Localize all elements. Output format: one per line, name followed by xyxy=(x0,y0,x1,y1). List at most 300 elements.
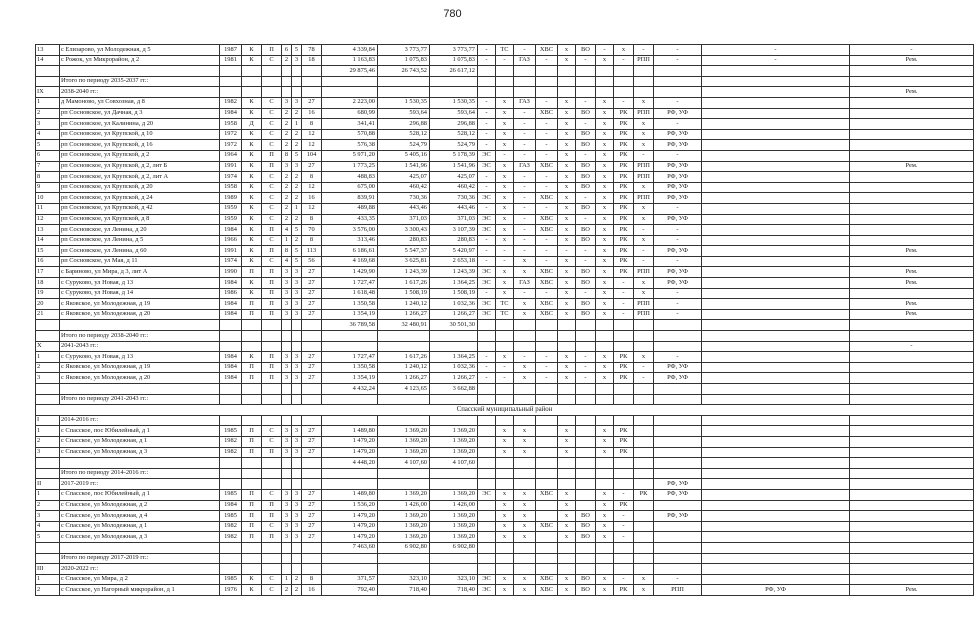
table-cell xyxy=(220,542,242,553)
table-cell xyxy=(654,500,702,511)
table-cell: П xyxy=(262,225,282,236)
table-cell xyxy=(496,384,514,395)
table-cell: С xyxy=(262,489,282,500)
table-cell xyxy=(850,76,974,87)
table-cell: 443,46 xyxy=(378,203,430,214)
table-cell: х xyxy=(596,532,614,543)
table-cell: х xyxy=(634,585,654,596)
table-cell: 2 xyxy=(282,119,292,130)
table-row xyxy=(36,341,974,352)
table-cell: 3 xyxy=(36,447,60,458)
table-cell: 1982 xyxy=(220,97,242,108)
table-cell xyxy=(478,479,496,490)
table-cell xyxy=(596,468,614,479)
table-cell: 528,12 xyxy=(430,129,478,140)
table-cell xyxy=(702,309,850,320)
table-cell: РПП xyxy=(634,267,654,278)
table-row xyxy=(36,352,974,363)
table-cell: - xyxy=(514,225,536,236)
table-cell: 675,00 xyxy=(322,182,378,193)
table-cell xyxy=(378,331,430,342)
table-cell: К xyxy=(242,214,262,225)
table-cell: с Спасское, ул Молодежная, д 3 xyxy=(60,447,220,458)
table-cell: - xyxy=(536,129,558,140)
table-cell: П xyxy=(262,45,282,56)
table-cell xyxy=(596,394,614,405)
table-cell: 4 xyxy=(282,225,292,236)
table-cell xyxy=(654,542,702,553)
table-cell xyxy=(378,553,430,564)
table-cell: 2 xyxy=(282,108,292,119)
table-cell: 528,12 xyxy=(378,129,430,140)
table-cell: К xyxy=(242,256,262,267)
table-cell: х xyxy=(514,532,536,543)
table-cell: х xyxy=(514,500,536,511)
table-cell: х xyxy=(496,140,514,151)
table-cell: ВО xyxy=(576,108,596,119)
table-cell xyxy=(242,87,262,98)
table-cell: ВО xyxy=(576,129,596,140)
table-cell: 433,35 xyxy=(322,214,378,225)
table-cell xyxy=(576,66,596,77)
table-cell: 1 369,20 xyxy=(430,447,478,458)
table-cell xyxy=(702,256,850,267)
table-cell xyxy=(36,553,60,564)
table-cell xyxy=(282,320,292,331)
table-cell xyxy=(634,564,654,575)
table-cell xyxy=(302,553,322,564)
table-cell: 3 xyxy=(282,500,292,511)
table-cell: С xyxy=(262,574,282,585)
table-cell: - xyxy=(614,288,634,299)
table-cell xyxy=(302,384,322,395)
table-cell: 425,07 xyxy=(430,172,478,183)
table-cell xyxy=(302,394,322,405)
table-cell xyxy=(292,394,302,405)
table-cell: 56 xyxy=(302,256,322,267)
table-cell xyxy=(850,426,974,437)
table-cell xyxy=(430,331,478,342)
table-cell xyxy=(702,500,850,511)
table-cell: 18 xyxy=(302,55,322,66)
table-cell: рп Сосновское, ул Крупской, д 42 xyxy=(60,203,220,214)
table-cell: - xyxy=(576,97,596,108)
table-cell xyxy=(576,415,596,426)
table-cell: 1 369,20 xyxy=(378,436,430,447)
table-cell: 78 xyxy=(302,45,322,56)
table-row xyxy=(36,511,974,522)
table-cell xyxy=(850,373,974,384)
table-cell: - xyxy=(514,193,536,204)
table-cell: х xyxy=(558,489,576,500)
table-cell: ВО xyxy=(576,267,596,278)
table-cell: - xyxy=(614,97,634,108)
table-cell xyxy=(634,542,654,553)
table-cell xyxy=(596,87,614,98)
table-cell: П xyxy=(262,362,282,373)
table-row xyxy=(36,447,974,458)
table-cell: 12 xyxy=(36,214,60,225)
table-cell: 1989 xyxy=(220,193,242,204)
table-row xyxy=(36,288,974,299)
table-cell: х xyxy=(496,278,514,289)
table-cell: рп Сосновское, ул Ленина, д 5 xyxy=(60,235,220,246)
table-cell: РФ, УФ xyxy=(654,489,702,500)
table-cell: 3 662,88 xyxy=(430,384,478,395)
table-cell xyxy=(634,458,654,469)
table-cell: 1 617,26 xyxy=(378,352,430,363)
table-cell: 1 075,83 xyxy=(378,55,430,66)
table-cell: 2 xyxy=(292,182,302,193)
table-cell xyxy=(36,468,60,479)
table-cell xyxy=(378,564,430,575)
table-cell xyxy=(220,341,242,352)
table-cell: РК xyxy=(614,362,634,373)
table-cell: 524,79 xyxy=(378,140,430,151)
table-cell: рп Сосновское, ул Крупской, д 2 xyxy=(60,150,220,161)
table-cell: 1 773,25 xyxy=(322,161,378,172)
table-cell: - xyxy=(634,45,654,56)
table-cell xyxy=(702,331,850,342)
table-cell: 27 xyxy=(302,489,322,500)
table-cell xyxy=(430,87,478,98)
table-cell: х xyxy=(634,278,654,289)
table-cell: 1 508,19 xyxy=(378,288,430,299)
table-cell: 1 369,20 xyxy=(378,447,430,458)
table-cell: П xyxy=(242,309,262,320)
table-cell: 3 xyxy=(292,532,302,543)
table-row xyxy=(36,468,974,479)
table-cell: - xyxy=(654,256,702,267)
table-cell xyxy=(282,394,292,405)
table-cell: 1982 xyxy=(220,436,242,447)
table-cell: 27 xyxy=(302,436,322,447)
table-cell: 2017-2019 гг.: xyxy=(60,479,220,490)
table-cell: 2014-2016 гг.: xyxy=(60,415,220,426)
table-cell xyxy=(596,320,614,331)
table-cell: х xyxy=(558,225,576,236)
table-cell: 27 xyxy=(302,447,322,458)
table-cell: - xyxy=(478,55,496,66)
table-cell xyxy=(378,341,430,352)
table-cell xyxy=(430,341,478,352)
table-cell: - xyxy=(478,119,496,130)
table-cell: - xyxy=(478,108,496,119)
table-cell: К xyxy=(242,246,262,257)
table-cell xyxy=(60,458,220,469)
table-cell: х xyxy=(558,511,576,522)
table-cell: Рем. xyxy=(850,299,974,310)
table-cell: х xyxy=(558,288,576,299)
table-cell xyxy=(702,564,850,575)
table-cell: х xyxy=(634,214,654,225)
table-cell: 2 xyxy=(36,108,60,119)
table-cell xyxy=(850,384,974,395)
table-cell: - xyxy=(478,97,496,108)
table-cell xyxy=(514,341,536,352)
table-cell xyxy=(536,394,558,405)
table-cell: - xyxy=(536,172,558,183)
table-cell: х xyxy=(558,500,576,511)
table-cell xyxy=(702,447,850,458)
table-cell: 1985 xyxy=(220,489,242,500)
table-cell xyxy=(60,542,220,553)
table-cell: 3 xyxy=(292,426,302,437)
table-cell xyxy=(282,564,292,575)
table-cell xyxy=(576,500,596,511)
table-cell: 296,88 xyxy=(430,119,478,130)
table-cell: 27 xyxy=(302,521,322,532)
table-cell xyxy=(654,384,702,395)
table-cell xyxy=(576,320,596,331)
table-cell xyxy=(596,331,614,342)
table-cell: х xyxy=(558,436,576,447)
table-cell: 1 479,20 xyxy=(322,521,378,532)
table-row xyxy=(36,55,974,66)
table-cell: х xyxy=(596,119,614,130)
table-cell: - xyxy=(576,55,596,66)
table-cell: 1 xyxy=(36,426,60,437)
table-cell: РФ, УФ xyxy=(654,214,702,225)
table-cell xyxy=(262,553,282,564)
table-cell xyxy=(242,415,262,426)
table-cell: 17 xyxy=(36,267,60,278)
table-cell: х xyxy=(558,574,576,585)
table-cell xyxy=(850,320,974,331)
table-cell: ВО xyxy=(576,203,596,214)
table-cell: рп Сосновское, ул Крупской, д 20 xyxy=(60,182,220,193)
table-cell: 2038-2040 гг.: xyxy=(60,87,220,98)
table-cell: х xyxy=(596,278,614,289)
table-cell: ВО xyxy=(576,278,596,289)
table-cell xyxy=(576,447,596,458)
table-cell: рп Сосновское, ул Крупской, д 10 xyxy=(60,129,220,140)
table-cell: х xyxy=(596,426,614,437)
table-cell: 2 xyxy=(36,585,60,596)
table-cell: рп Сосновское, ул Мая, д 11 xyxy=(60,256,220,267)
table-cell xyxy=(558,384,576,395)
table-cell: 2 xyxy=(282,182,292,193)
table-cell: рп Сосновское, ул Крупской, д 16 xyxy=(60,140,220,151)
table-cell xyxy=(576,542,596,553)
table-cell xyxy=(850,225,974,236)
district-name: Спасский муниципальный район xyxy=(36,405,974,416)
table-cell: 2 xyxy=(282,140,292,151)
table-cell: 1966 xyxy=(220,235,242,246)
table-cell: 1 240,12 xyxy=(378,362,430,373)
table-cell xyxy=(282,384,292,395)
table-cell: С xyxy=(262,235,282,246)
table-cell xyxy=(220,394,242,405)
table-cell xyxy=(242,66,262,77)
table-row xyxy=(36,119,974,130)
table-cell: рп Сосновское, ул Дачная, д 3 xyxy=(60,108,220,119)
table-cell: д Мамоново, ул Совхозная, д 8 xyxy=(60,97,220,108)
table-row xyxy=(36,564,974,575)
table-cell xyxy=(576,479,596,490)
table-row xyxy=(36,574,974,585)
table-cell: - xyxy=(634,373,654,384)
table-cell: - xyxy=(478,288,496,299)
table-cell: - xyxy=(634,246,654,257)
table-cell xyxy=(496,415,514,426)
table-cell: 1 618,48 xyxy=(322,288,378,299)
table-cell: ХВС xyxy=(536,108,558,119)
table-cell: х xyxy=(558,119,576,130)
table-cell: 313,46 xyxy=(322,235,378,246)
table-cell: 3 xyxy=(282,436,292,447)
table-cell: 8 xyxy=(302,172,322,183)
table-row xyxy=(36,150,974,161)
table-cell: С xyxy=(262,521,282,532)
table-cell: 1 369,20 xyxy=(430,521,478,532)
table-cell: - xyxy=(850,45,974,56)
housing-repair-table xyxy=(35,44,974,596)
table-cell: - xyxy=(614,574,634,585)
table-cell xyxy=(702,87,850,98)
table-cell: РФ, УФ xyxy=(654,278,702,289)
table-cell: - xyxy=(654,97,702,108)
table-cell: РК xyxy=(614,256,634,267)
table-cell: х xyxy=(596,373,614,384)
table-cell: х xyxy=(596,299,614,310)
table-cell: ТС xyxy=(496,45,514,56)
table-cell: - xyxy=(614,278,634,289)
table-cell: х xyxy=(496,521,514,532)
table-cell: 3 xyxy=(292,500,302,511)
table-cell: 5 xyxy=(292,256,302,267)
table-cell: 1990 xyxy=(220,267,242,278)
table-cell: П xyxy=(262,288,282,299)
table-cell xyxy=(558,341,576,352)
table-cell xyxy=(850,511,974,522)
table-cell xyxy=(478,542,496,553)
table-cell: РК xyxy=(614,119,634,130)
table-cell: С xyxy=(262,203,282,214)
table-cell: 680,99 xyxy=(322,108,378,119)
table-cell: 3 xyxy=(282,161,292,172)
table-cell: 280,83 xyxy=(430,235,478,246)
table-cell: - xyxy=(654,55,702,66)
table-cell: х xyxy=(558,373,576,384)
table-cell: - xyxy=(576,256,596,267)
table-cell xyxy=(558,468,576,479)
table-cell: Рем. xyxy=(850,278,974,289)
table-cell: ВО xyxy=(576,532,596,543)
table-cell xyxy=(558,479,576,490)
table-cell xyxy=(654,447,702,458)
table-cell: х xyxy=(558,352,576,363)
table-cell: х xyxy=(514,309,536,320)
table-cell: х xyxy=(558,426,576,437)
table-cell xyxy=(558,564,576,575)
table-cell: - xyxy=(654,574,702,585)
table-cell: ХВС xyxy=(536,214,558,225)
table-cell: - xyxy=(654,235,702,246)
table-cell xyxy=(478,553,496,564)
table-cell: 488,83 xyxy=(322,172,378,183)
table-cell xyxy=(36,542,60,553)
table-cell: х xyxy=(496,214,514,225)
table-cell: РПП xyxy=(634,161,654,172)
table-cell: К xyxy=(242,585,262,596)
table-cell: П xyxy=(242,373,262,384)
table-cell xyxy=(576,436,596,447)
table-cell: 3 xyxy=(282,489,292,500)
table-cell xyxy=(634,87,654,98)
table-cell xyxy=(702,362,850,373)
table-cell: х xyxy=(496,511,514,522)
table-cell xyxy=(322,76,378,87)
table-cell: П xyxy=(262,532,282,543)
table-cell: 1 369,20 xyxy=(430,511,478,522)
table-cell: с Яковское, ул Молодежная, д 19 xyxy=(60,299,220,310)
table-cell xyxy=(614,415,634,426)
table-cell xyxy=(558,553,576,564)
table-cell: х xyxy=(514,373,536,384)
table-cell xyxy=(536,532,558,543)
table-cell xyxy=(242,341,262,352)
table-cell: 3 xyxy=(292,352,302,363)
table-cell xyxy=(514,384,536,395)
table-cell: 1 xyxy=(292,203,302,214)
table-cell: 1 369,20 xyxy=(378,426,430,437)
table-cell: ЭС xyxy=(478,309,496,320)
table-cell: 1 075,83 xyxy=(430,55,478,66)
table-cell: - xyxy=(536,55,558,66)
table-cell xyxy=(220,87,242,98)
table-cell: - xyxy=(496,362,514,373)
district-header-row xyxy=(36,405,974,416)
table-cell: С xyxy=(262,97,282,108)
table-cell: Рем. xyxy=(850,309,974,320)
table-cell xyxy=(478,384,496,395)
table-cell: П xyxy=(262,309,282,320)
table-cell: - xyxy=(576,362,596,373)
table-cell: К xyxy=(242,225,262,236)
table-cell: х xyxy=(496,447,514,458)
table-cell: 1 541,96 xyxy=(430,161,478,172)
table-cell: 3 xyxy=(282,278,292,289)
table-cell: - xyxy=(496,246,514,257)
table-cell: 1 369,20 xyxy=(378,489,430,500)
table-cell: х xyxy=(558,161,576,172)
table-cell: 3 xyxy=(282,309,292,320)
table-cell xyxy=(702,76,850,87)
table-cell: 3 xyxy=(282,299,292,310)
table-cell: 1991 xyxy=(220,161,242,172)
table-cell: ЭС xyxy=(478,299,496,310)
table-cell xyxy=(614,468,634,479)
table-cell: - xyxy=(536,150,558,161)
table-cell xyxy=(536,436,558,447)
table-row xyxy=(36,309,974,320)
table-cell: К xyxy=(242,278,262,289)
table-cell: РК xyxy=(614,267,634,278)
table-cell: РПП xyxy=(634,55,654,66)
table-cell: 27 xyxy=(302,161,322,172)
table-cell: ХВС xyxy=(536,299,558,310)
table-cell: Итого по периоду 2014-2016 гг.: xyxy=(60,468,220,479)
table-cell xyxy=(850,66,974,77)
table-cell xyxy=(850,182,974,193)
table-cell: 3 107,39 xyxy=(430,225,478,236)
table-cell xyxy=(302,542,322,553)
table-cell xyxy=(496,320,514,331)
table-cell: х xyxy=(596,214,614,225)
table-cell xyxy=(702,140,850,151)
table-cell xyxy=(322,564,378,575)
